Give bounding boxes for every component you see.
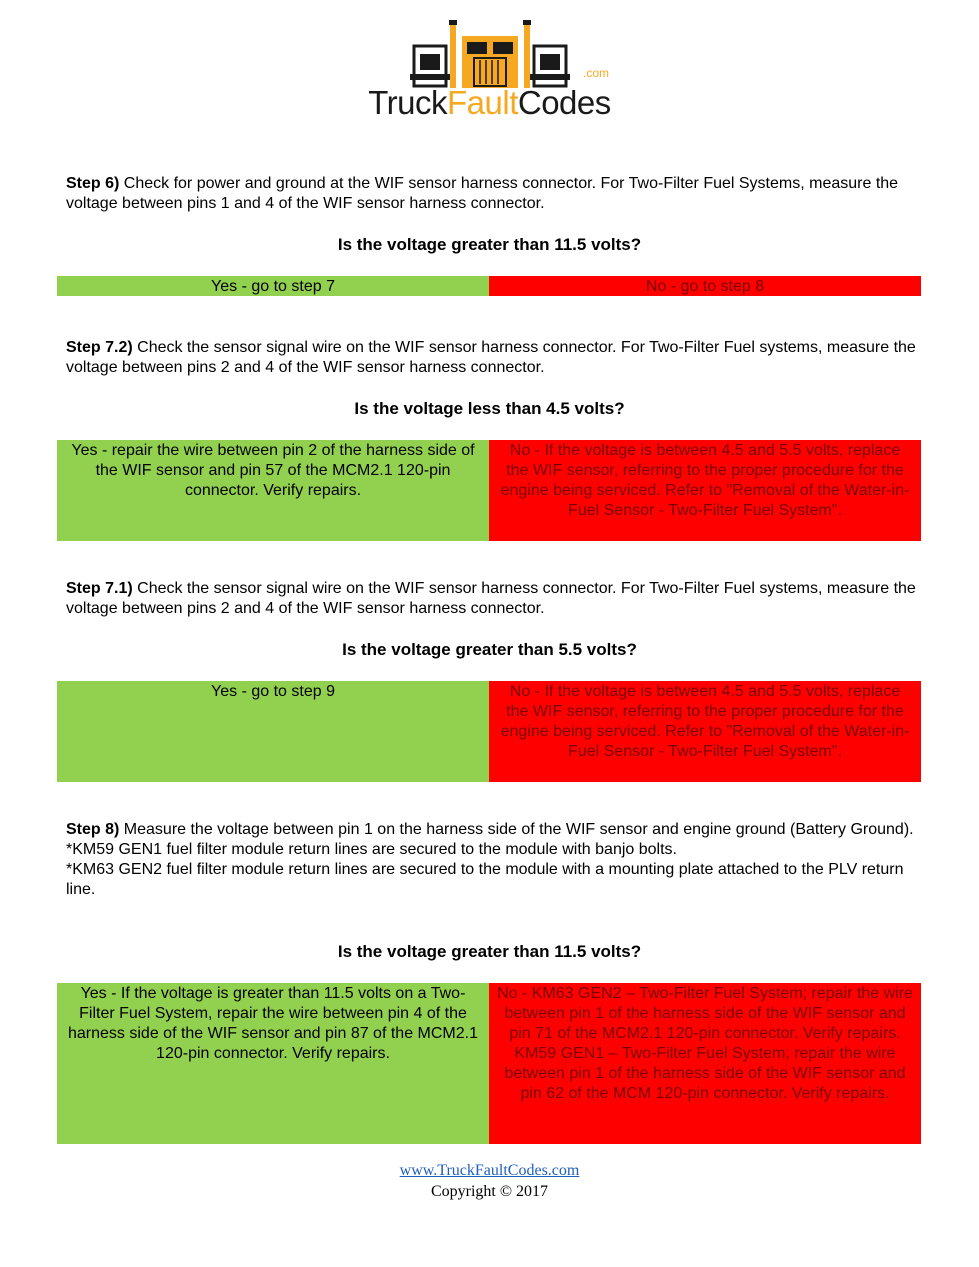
no-answer-cell	[489, 983, 921, 1144]
step-label: Step 7.2)	[66, 339, 133, 356]
answer-row	[57, 276, 921, 296]
yes-answer-cell: Yes - go to step 7	[57, 276, 489, 296]
step-description: Check for power and ground at the WIF sensor harness connector. For Two-Filter Fuel Systems, measure the voltage between pins 1 and 4 of the WIF sensor harness connector.	[66, 175, 899, 212]
no-answer-gen2: No - KM63 GEN2 – Two-Filter Fuel System; repair the wire between pin 1 of the harness side of the WIF sensor and pin 71 of the MCM2.1 120-pin connector. Verify repairs.	[497, 985, 913, 1042]
step-description: Measure the voltage between pin 1 on the harness side of the WIF sensor and engine ground (Battery Ground).	[119, 821, 914, 838]
yes-answer-cell: Yes - go to step 9	[57, 681, 489, 782]
step-7-1-text	[66, 579, 916, 619]
step-label: Step 6)	[66, 175, 120, 192]
answer-row	[57, 983, 921, 1144]
step-label: Step 8)	[66, 821, 120, 838]
logo-wordmark	[0, 86, 979, 119]
step-note: *KM63 GEN2 fuel filter module return lines are secured to the module with a mounting plate attached to the PLV return line.	[66, 861, 904, 898]
step-8-main	[66, 820, 916, 840]
page-footer	[0, 1160, 979, 1202]
step-description: Check the sensor signal wire on the WIF sensor harness connector. For Two-Filter Fuel systems, measure the voltage between pins 2 and 4 of the WIF sensor harness connector.	[66, 580, 916, 617]
copyright-text: Copyright © 2017	[430, 1183, 549, 1200]
truck-grille-icon	[410, 18, 570, 90]
step-6-text	[66, 174, 916, 214]
step-8-text	[66, 820, 916, 900]
no-answer-gen1: KM59 GEN1 – Two-Filter Fuel System; repair the wire between pin 1 of the harness side of the WIF sensor and pin 62 of the MCM 120-pin connector. Verify repairs.	[504, 1045, 906, 1102]
step-label: Step 7.1)	[66, 580, 133, 597]
question-heading: Is the voltage greater than 5.5 volts?	[342, 640, 637, 659]
answer-row	[57, 681, 921, 782]
yes-answer-cell: Yes - If the voltage is greater than 11.5 volts on a Two-Filter Fuel System, repair the wire between pin 4 of the harness side of the WIF sensor and pin 87 of the MCM2.1 120-pin connector. Verify repairs.	[57, 983, 489, 1144]
step-7-2-text	[66, 338, 916, 378]
question-heading: Is the voltage greater than 11.5 volts?	[337, 235, 642, 254]
logo-text-truck: Truck	[368, 84, 447, 121]
no-answer-cell: No - go to step 8	[489, 276, 921, 296]
step-note: *KM59 GEN1 fuel filter module return lines are secured to the module with banjo bolts.	[66, 841, 677, 858]
logo-text-codes: Codes	[517, 84, 611, 121]
site-link[interactable]: www.TruckFaultCodes.com	[399, 1162, 580, 1179]
step-description: Check the sensor signal wire on the WIF sensor harness connector. For Two-Filter Fuel systems, measure the voltage between pins 2 and 4 of the WIF sensor harness connector.	[66, 339, 916, 376]
yes-answer-cell: Yes - repair the wire between pin 2 of the harness side of the WIF sensor and pin 57 of the MCM2.1 120-pin connector. Verify repairs.	[57, 440, 489, 541]
question-heading: Is the voltage less than 4.5 volts?	[354, 399, 625, 418]
question-heading: Is the voltage greater than 11.5 volts?	[337, 942, 642, 961]
logo-text-fault: Fault	[447, 84, 518, 121]
no-answer-cell: No - If the voltage is between 4.5 and 5.5 volts, replace the WIF sensor, referring to the proper procedure for the engine being serviced. Refer to "Removal of the Water-in-Fuel Sensor - Two-Filter Fuel System".	[489, 440, 921, 541]
logo-text-com: .com	[583, 66, 610, 80]
no-answer-cell: No - If the voltage is between 4.5 and 5.5 volts, replace the WIF sensor, referring to the proper procedure for the engine being serviced. Refer to "Removal of the Water-in-Fuel Sensor - Two-Filter Fuel System".	[489, 681, 921, 782]
site-logo	[0, 18, 979, 119]
answer-row	[57, 440, 921, 541]
